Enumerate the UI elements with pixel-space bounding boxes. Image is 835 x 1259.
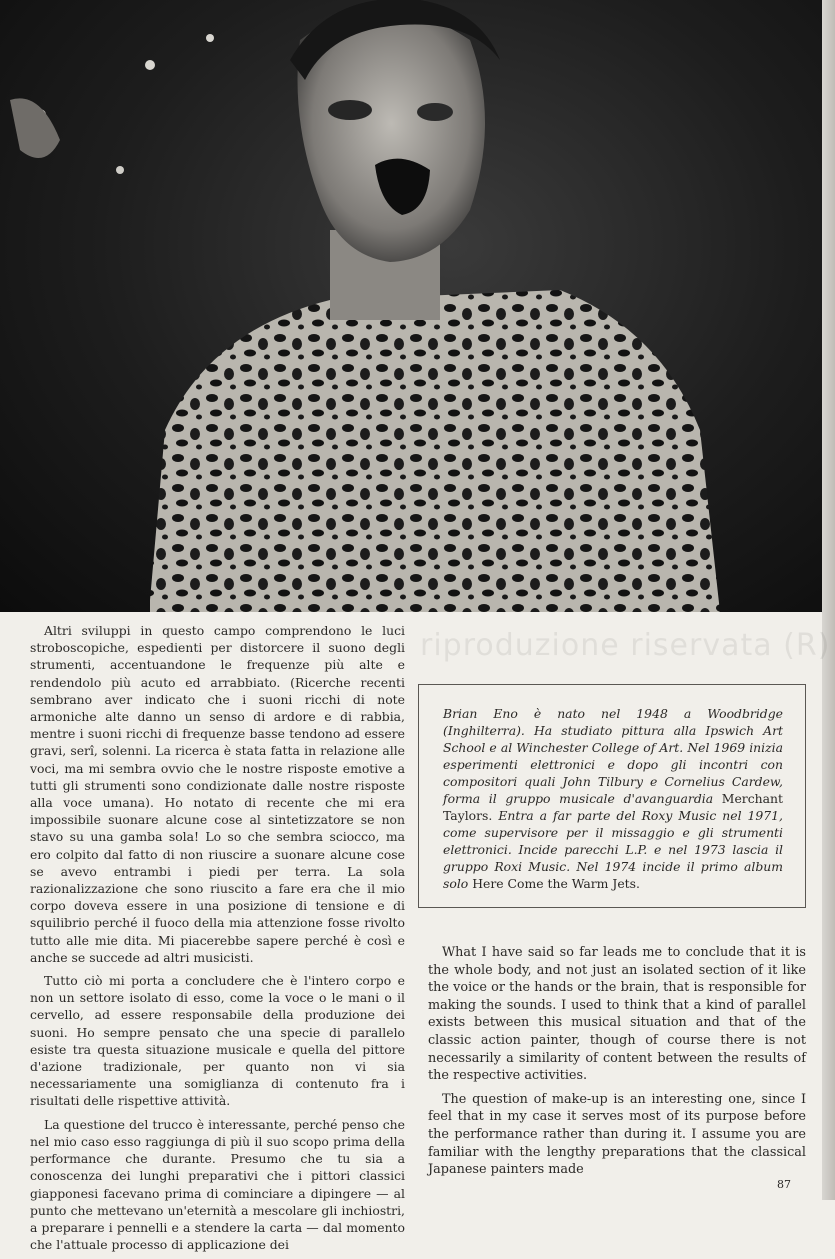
page-number: 87 xyxy=(777,1178,791,1191)
italian-paragraph-2: Tutto ciò mi porta a concludere che è l'intero corpo e non un settore isolato di esso, come la voce o le mani o il cervello, ad essere responsabile della produzione dei suoni. Ho sempre pensato che una specie di parallelo esiste tra questa situazione musicale e quella del pittore d'azione tradizionale, per quanto non vi sia necessariamente una somiglianza di contenuto fra i risultati delle rispettive attività. xyxy=(30,973,405,1109)
page-edge xyxy=(822,0,835,1200)
performer-photo xyxy=(0,0,822,612)
english-column xyxy=(428,944,806,1185)
biography-text xyxy=(443,705,783,892)
biography-box xyxy=(418,684,806,908)
watermark: riproduzione riservata (R) xyxy=(420,628,831,663)
bio-text-part-2: Entra a far parte del Roxy Music nel 1971, come supervisore per il missaggio e gli strumenti elettronici. Incide parecchi L.P. e nel 1973 lascia il gruppo Roxi Music. Nel 1974 incide il primo album solo xyxy=(443,808,783,891)
english-paragraph-1: What I have said so far leads me to conclude that it is the whole body, and not just an isolated section of it like the voice or the hands or the brain, that is responsible for making the sounds. I used to think that a kind of parallel exists between this musical situation and that of the classic action painter, though of course there is not necessarily a similarity of content between the results of the respective activities. xyxy=(428,945,806,1084)
bio-album-title: Here Come the Warm Jets. xyxy=(472,876,640,891)
english-paragraph-2: The question of make-up is an interesting one, since I feel that in my case it serves most of its purpose before the performance rather than during it. I assume you are familiar with the lengthy preparations that the classical Japanese painters made xyxy=(428,1091,806,1178)
bio-text-part-1: Brian Eno è nato nel 1948 a Woodbridge (Inghilterra). Ha studiato pittura alla Ipswich Art School e al Winchester College of Art. Nel 1969 inizia esperimenti elettronici e dopo gli incontri con compositori quali John Tilbury e Cornelius Cardew, forma il gruppo musicale d'avanguardia xyxy=(443,706,783,806)
italian-paragraph-3: La questione del trucco è interessante, perché penso che nel mio caso esso raggiunga di più il suo scopo prima della performance che durante. Presumo che tu sia a conoscenza dei lunghi preparativi che i pittori classici giapponesi facevano prima di cominciare a dipingere — al punto che mettevano un'eternità a mescolare gli inchiostri, a preparare i pennelli e a stendere la carta — dal momento che l'attuale processo di applicazione dei xyxy=(30,1116,405,1253)
italian-column xyxy=(30,622,405,1259)
italian-paragraph-1: Altri sviluppi in questo campo comprendono le luci stroboscopiche, espedienti per distorcere il suono degli strumenti, accentuandone le frequenze più alte e rendendolo più acuto ed arrabbiato. (Ricerche recenti sembrano aver indicato che i suoni ricchi di note armoniche alte danno un senso di ardore e di rabbia, mentre i suoni ricchi di frequenze basse tendono ad essere gravi, serî, solenni. La ricerca è stata fatta in relazione alle voci, ma mi sembra ovvio che le nostre risposte emotive a tutti gli strumenti sono condizionate dalle nostre risposte alla voce umana). Ho notato di recente che mi era impossibile suonare alcune cose al sintetizzatore se non stavo su una gamba sola! Lo so che sembra sciocco, ma ero colpito dal fatto di non riuscire a suonare alcune cose se avevo entrambi i piedi per terra. La sola razionalizzazione che sono riuscito a fare era che il mio corpo doveva essere in una posizione di tensione e di squilibrio perché il fuoco della mia attenzione fosse rivolto tutto alle mie dita. Mi piacerebbe sapere perché è così e anche se succede ad altri musicisti. xyxy=(30,623,405,965)
bio-band-name: Merchant Taylors. xyxy=(443,791,783,823)
performer-photo-illustration xyxy=(0,0,822,612)
